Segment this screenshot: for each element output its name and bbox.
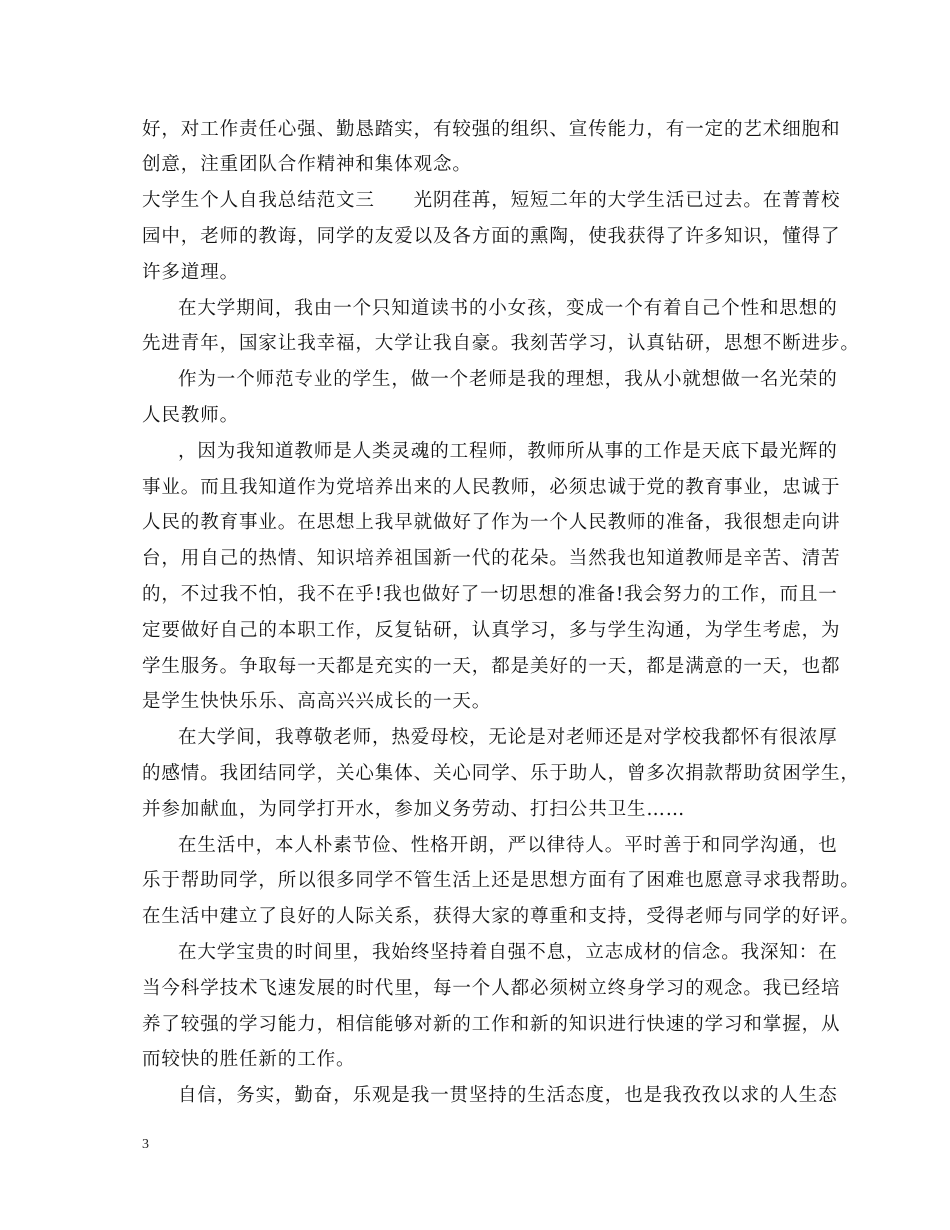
text-line: 作为一个师范专业的学生，做一个老师是我的理想，我从小就想做一名光荣的 [178, 369, 838, 390]
text-line: 乐于帮助同学，所以很多同学不管生活上还是思想方面有了困难也愿意寻求我帮助。 [142, 870, 860, 891]
text-line: 的感情。我团结同学，关心集体、关心同学、乐于助人，曾多次捐款帮助贫困学生， [142, 763, 860, 784]
page-number: 3 [142, 1137, 149, 1152]
text-line: 的，不过我不怕，我不在乎!我也做好了一切思想的准备!我会努力的工作，而且一 [142, 584, 838, 605]
text-line: 养了较强的学习能力，相信能够对新的工作和新的知识进行快速的学习和掌握，从 [142, 1014, 841, 1035]
text-line: 在生活中，本人朴素节俭、性格开朗，严以律待人。平时善于和同学沟通，也 [178, 835, 838, 856]
text-line: 人民的教育事业。在思想上我早就做好了作为一个人民教师的准备，我很想走向讲 [142, 512, 841, 533]
text-line: 是学生快快乐乐、高高兴兴成长的一天。 [142, 691, 492, 712]
text-line: 许多道理。 [142, 262, 240, 283]
text-line: 定要做好自己的本职工作，反复钻研，认真学习，多与学生沟通，为学生考虑，为 [142, 620, 841, 641]
text-line: 学生服务。争取每一天都是充实的一天，都是美好的一天，都是满意的一天，也都 [142, 656, 841, 677]
text-line: 事业。而且我知道作为党培养出来的人民教师，必须忠诚于党的教育事业，忠诚于 [142, 477, 841, 498]
text-line: 并参加献血，为同学打开水，参加义务劳动、打扫公共卫生…… [142, 799, 686, 820]
text-line: 在大学期间，我由一个只知道读书的小女孩，变成一个有着自己个性和思想的 [178, 298, 838, 319]
text-line: 大学生个人自我总结范文三 光阴荏苒，短短二年的大学生活已过去。在菁菁校 [142, 190, 841, 211]
text-line: 当今科学技术飞速发展的时代里，每一个人都必须树立终身学习的观念。我已经培 [142, 978, 841, 999]
text-line: 在生活中建立了良好的人际关系，获得大家的尊重和支持，受得老师与同学的好评。 [142, 906, 860, 927]
text-line: 人民教师。 [142, 405, 240, 426]
text-line: 好，对工作责任心强、勤恳踏实，有较强的组织、宣传能力，有一定的艺术细胞和 [142, 119, 841, 140]
text-line: 而较快的胜任新的工作。 [142, 1049, 356, 1070]
text-line: 在大学宝贵的时间里，我始终坚持着自强不息，立志成材的信念。我深知：在 [178, 942, 838, 963]
text-line: 先进青年，国家让我幸福，大学让我自豪。我刻苦学习，认真钻研，思想不断进步。 [142, 333, 860, 354]
text-line: 在大学间，我尊敬老师，热爱母校，无论是对老师还是对学校我都怀有很浓厚 [178, 727, 838, 748]
text-line: 自信，务实，勤奋，乐观是我一贯坚持的生活态度，也是我孜孜以求的人生态 [178, 1085, 838, 1106]
text-line: ，因为我知道教师是人类灵魂的工程师，教师所从事的工作是天底下最光辉的 [178, 441, 838, 462]
text-line: 创意，注重团队合作精神和集体观念。 [142, 154, 472, 175]
text-line: 台，用自己的热情、知识培养祖国新一代的花朵。当然我也知道教师是辛苦、清苦 [142, 548, 841, 569]
text-line: 园中，老师的教诲，同学的友爱以及各方面的熏陶，使我获得了许多知识，懂得了 [142, 226, 841, 247]
